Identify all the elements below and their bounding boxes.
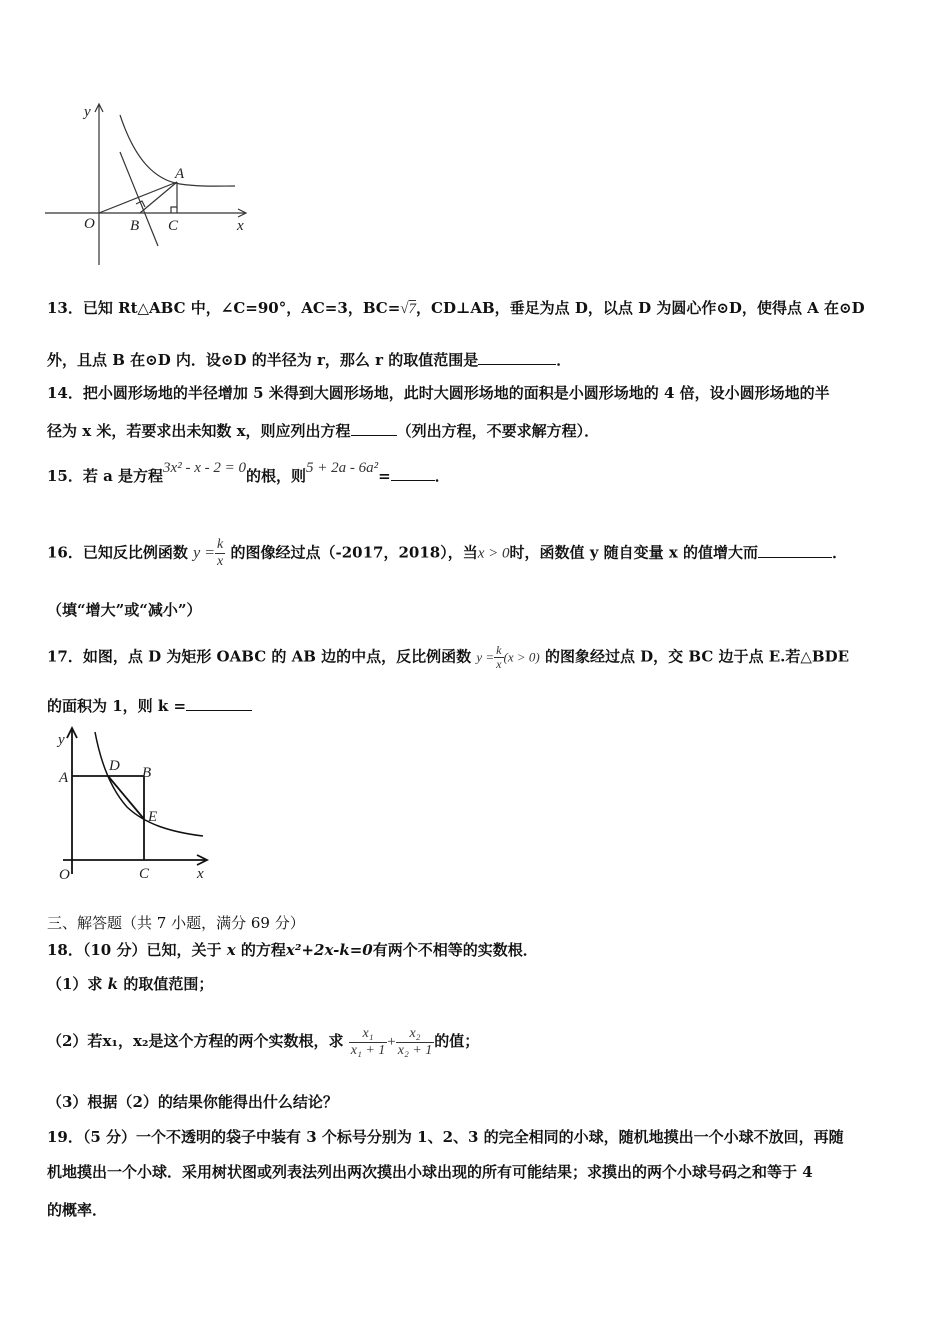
question-text: 若 a 是方程 xyxy=(82,467,164,485)
question-text: 已知 Rt△ABC 中，∠C=90°，AC=3，BC= xyxy=(82,299,401,317)
answer-blank[interactable] xyxy=(478,350,556,365)
question-text: 如图，点 D 为矩形 OABC 的 AB 边的中点，反比例函数 xyxy=(82,647,472,666)
question-text: 把小圆形场地的半径增加 5 米得到大圆形场地，此时大圆形场地的面积是小圆形场地的 4 倍，设小圆形场地的半 xyxy=(82,384,830,402)
label-b: B xyxy=(130,218,140,234)
question-text: 的图象经过点 D，交 BC 边于点 E.若△BDE xyxy=(544,647,850,666)
question-18-part-1: （1）求 k 的取值范围； xyxy=(47,975,214,993)
question-15: 15．若 a 是方程3x² - x - 2 = 0的根，则5 + 2a - 6a²= ． xyxy=(47,460,450,485)
answer-blank[interactable] xyxy=(351,421,397,436)
segment-de xyxy=(108,776,144,819)
question-text: 时，函数值 y 随自变量 x 的值增大而 xyxy=(509,543,759,562)
expression: 5 + 2a - 6a² xyxy=(306,460,379,476)
fraction-x1: $\frac{\text{x₁}}{\text{x₁ + 1}}$ xyxy=(350,1025,386,1058)
question-number: 13． xyxy=(47,299,83,317)
question-number: 15． xyxy=(47,467,83,485)
question-19-line-1: 19．（5 分）一个不透明的袋子中装有 3 个标号分别为 1、2、3 的完全相同的小球，随机地摸出一个小球不放回，再随 xyxy=(47,1128,844,1146)
label-d: D xyxy=(109,758,120,774)
question-text: 的图像经过点（-2017，2018），当 xyxy=(230,543,478,562)
answer-blank[interactable] xyxy=(186,696,252,711)
condition: x > 0 xyxy=(477,545,510,562)
question-19-line-2: 机地摸出一个小球．采用树状图或列表法列出两次摸出小球出现的所有可能结果；求摸出的两个小球号码之和等于 4 xyxy=(47,1163,813,1181)
question-17-line-2 xyxy=(47,696,252,716)
question-17-line-1 xyxy=(47,644,849,671)
question-16-line-1: 16．已知反比例函数 y = $\frac{k}{x}$ 的图像经过点（-2017，2018），当x > 0时，函数值 y 随自变量 x 的值增大而 ． xyxy=(47,537,848,569)
question-19-line-3: 的概率． xyxy=(47,1201,108,1219)
question-number: 16． xyxy=(47,543,83,562)
answer-blank[interactable] xyxy=(391,466,435,481)
fraction-k-over-x: $\frac{k}{x}$ xyxy=(496,643,502,671)
question-number: 17． xyxy=(47,647,83,666)
equation: 3x² - x - 2 = 0 xyxy=(163,460,246,476)
right-angle-mark-c xyxy=(171,207,177,213)
label-a: A xyxy=(59,770,69,786)
question-text: 的方程 xyxy=(240,941,286,959)
label-o: O xyxy=(84,216,95,232)
label-y: y xyxy=(84,104,91,120)
sqrt-expression: √7 xyxy=(400,301,417,317)
label-b: B xyxy=(142,765,152,781)
answer-blank[interactable] xyxy=(758,543,832,558)
question-14-line-1 xyxy=(47,383,830,403)
figure-hyperbola-triangle xyxy=(40,100,260,270)
question-text: 已知反比例函数 xyxy=(82,543,188,562)
question-text: 有两个不相等的实数根． xyxy=(372,941,538,959)
question-text: 的面积为 1，则 k = xyxy=(47,697,187,715)
figure-rectangle-hyperbola xyxy=(45,724,225,884)
fraction-x2: $\frac{\text{x₂}}{\text{x₂ + 1}}$ xyxy=(397,1025,433,1058)
condition: (x > 0) xyxy=(503,649,540,665)
question-13-line-1 xyxy=(47,298,865,319)
function-lhs: y = xyxy=(476,649,495,665)
equation: x²+2x-k=0 xyxy=(285,941,373,959)
question-hint: （填“增大”或“减小”） xyxy=(47,601,202,619)
question-14-line-2 xyxy=(47,421,599,441)
question-13-line-2: 外，且点 B 在⊙D 内．设⊙D 的半径为 r，那么 r 的取值范围是 ． xyxy=(47,351,572,369)
label-y: y xyxy=(58,732,65,748)
fraction-k-over-x: $\frac{k}{x}$ xyxy=(217,537,224,569)
question-18-stem: 18．（10 分）已知，关于 x 的方程x²+2x-k=0有两个不相等的实数根． xyxy=(47,941,538,959)
label-x: x xyxy=(237,218,244,234)
label-x: x xyxy=(197,866,204,882)
section-title: 三、解答题（共 7 小题，满分 69 分） xyxy=(47,914,305,932)
question-text: 径为 x 米，若要求出未知数 x，则应列出方程 xyxy=(47,422,351,440)
question-text: 外，且点 B 在⊙D 内．设⊙D 的半径为 r，那么 r 的取值范围是 xyxy=(47,351,479,369)
question-number: 14． xyxy=(47,384,83,402)
label-o: O xyxy=(59,867,70,883)
label-a: A xyxy=(175,166,185,182)
question-18-part-2: （2）若x₁，x₂是这个方程的两个实数根，求 $\frac{\text{x₁}}{\text{x₁ + 1}}$ + $\frac{\text{x₂}}{\text{x₂ + 1}}$ 的值； xyxy=(47,1025,480,1058)
question-16-line-2 xyxy=(47,600,202,620)
label-c: C xyxy=(168,218,179,234)
question-text: ，CD⊥AB，垂足为点 D，以点 D 为圆心作⊙D，使得点 A 在⊙D xyxy=(416,299,865,317)
question-text: 18．（10 分）已知，关于 xyxy=(47,941,222,959)
label-c: C xyxy=(139,866,150,882)
label-e: E xyxy=(148,809,158,825)
question-18-part-3: （3）根据（2）的结果你能得出什么结论？ xyxy=(47,1093,338,1111)
function-lhs: y = xyxy=(193,544,216,562)
question-text: 的根，则 xyxy=(245,467,306,485)
question-text: （列出方程，不要求解方程）． xyxy=(396,422,600,440)
